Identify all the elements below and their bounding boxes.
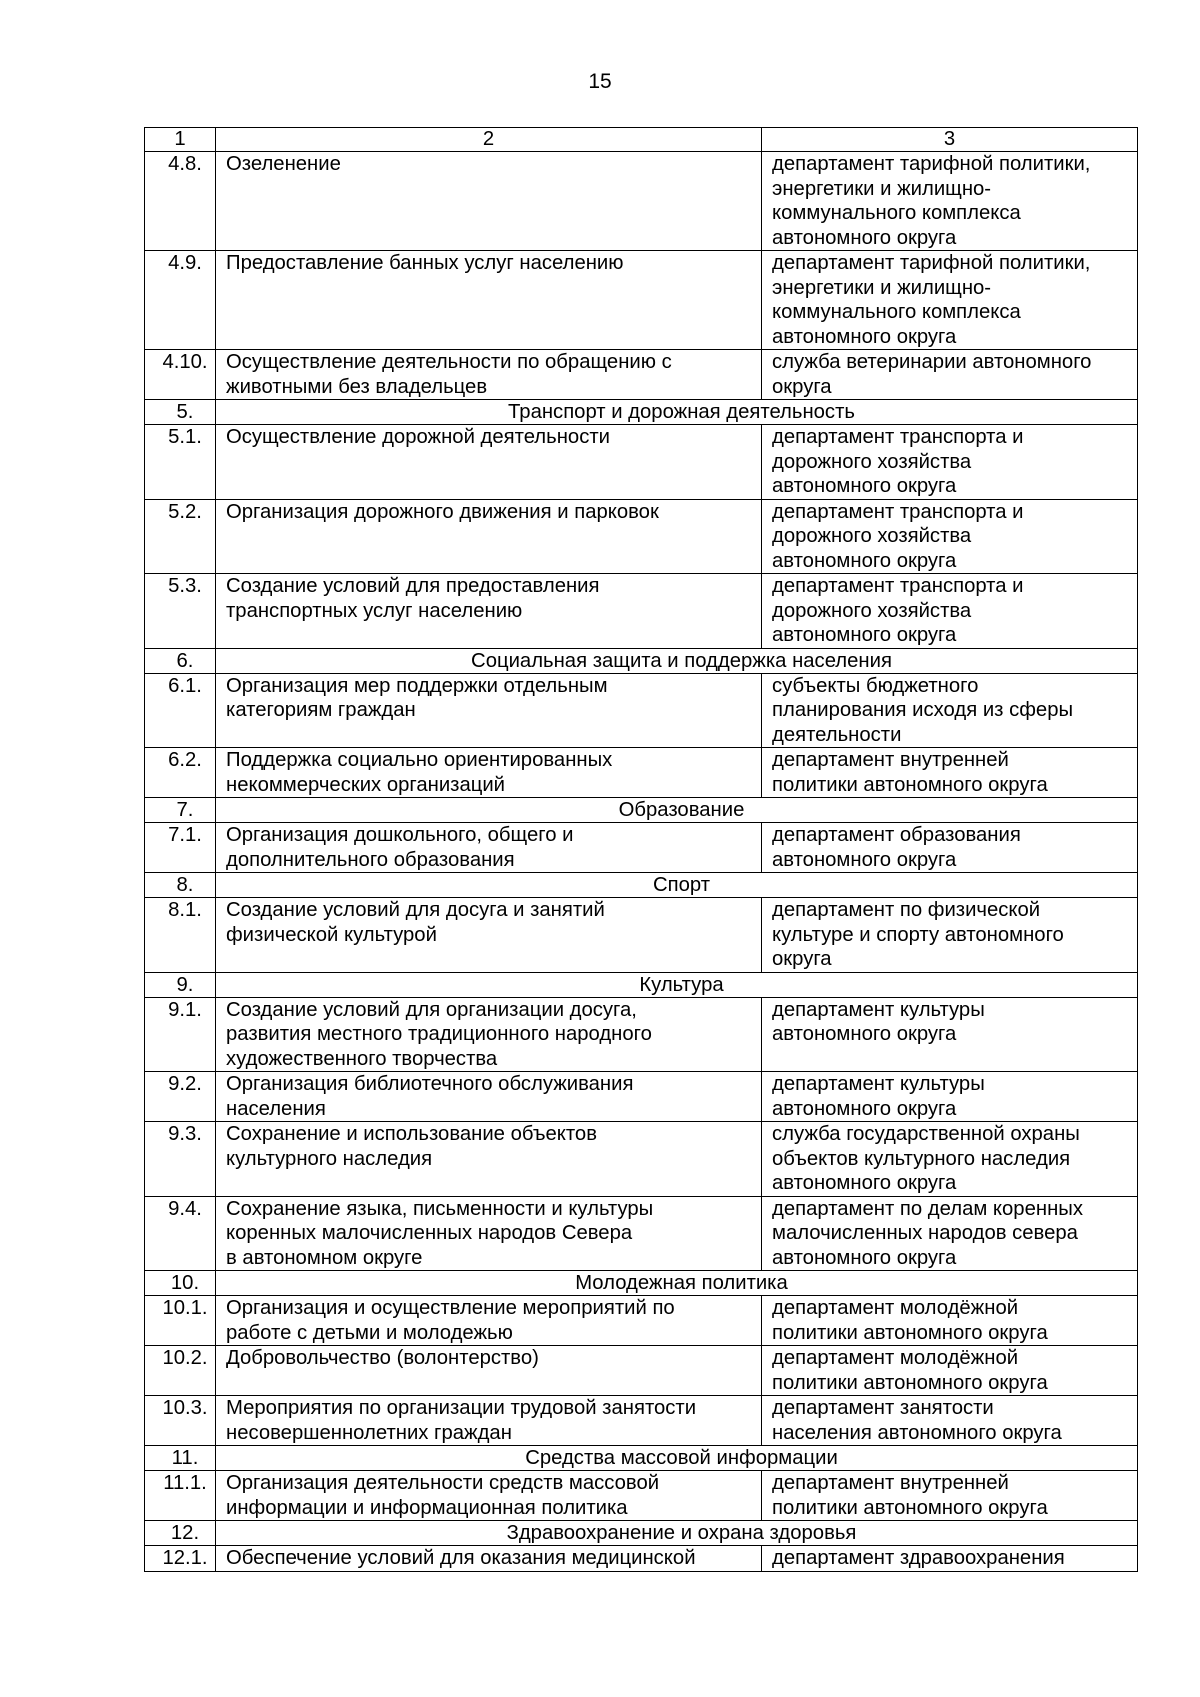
section-row [145, 400, 1138, 425]
authority-name [216, 898, 762, 973]
cell-line: служба ветеринарии автономного [772, 351, 1092, 373]
responsible-body [762, 499, 1138, 574]
cell-line: департамент образования [772, 824, 1021, 846]
row-number: 11. [145, 1446, 216, 1471]
table-row [145, 1346, 1138, 1396]
authority-name [216, 152, 762, 251]
cell-line: Мероприятия по организации трудовой занятости [226, 1397, 697, 1419]
cell-line: округа [772, 375, 832, 398]
responsible-body [762, 1546, 1138, 1572]
cell-line: Озеленение [226, 153, 341, 175]
cell-line: политики автономного округа [772, 1321, 1048, 1344]
cell-line: дорожного хозяйства [772, 599, 972, 622]
section-row [145, 798, 1138, 823]
table-row [145, 1546, 1138, 1572]
row-number: 11.1. [145, 1471, 216, 1521]
table-row [145, 499, 1138, 574]
authority-name [216, 425, 762, 500]
row-number: 12. [145, 1521, 216, 1546]
authority-name [216, 251, 762, 350]
table-row [145, 673, 1138, 748]
section-title: Культура [216, 972, 1138, 997]
responsibility-table [144, 127, 1138, 1572]
authority-name [216, 823, 762, 873]
section-title: Здравоохранение и охрана здоровья [216, 1521, 1138, 1546]
authority-name [216, 1122, 762, 1197]
row-number: 5.3. [145, 574, 216, 649]
authority-name [216, 574, 762, 649]
row-number: 9.2. [145, 1072, 216, 1122]
table-row [145, 350, 1138, 400]
row-number: 5.1. [145, 425, 216, 500]
row-number: 7.1. [145, 823, 216, 873]
cell-line: Поддержка социально ориентированных [226, 749, 613, 771]
table-row [145, 1122, 1138, 1197]
cell-line: несовершеннолетних граждан [226, 1421, 512, 1444]
cell-line: коммунального комплекса [772, 301, 1021, 323]
cell-line: Организация и осуществление мероприятий по [226, 1297, 675, 1319]
table-row [145, 152, 1138, 251]
authority-name [216, 1346, 762, 1396]
cell-line: культурного наследия [226, 1147, 433, 1170]
cell-line: политики автономного округа [772, 1371, 1048, 1394]
row-number: 4.8. [145, 152, 216, 251]
section-title: Молодежная политика [216, 1271, 1138, 1296]
cell-line: Осуществление деятельности по обращению с [226, 351, 672, 373]
row-number: 10.3. [145, 1396, 216, 1446]
cell-line: категориям граждан [226, 699, 416, 721]
table-row [145, 997, 1138, 1072]
row-number: 9.4. [145, 1196, 216, 1271]
responsible-body [762, 673, 1138, 748]
row-number: 12.1. [145, 1546, 216, 1572]
cell-line: Организация дошкольного, общего и [226, 824, 574, 846]
table-row [145, 1471, 1138, 1521]
cell-line: департамент транспорта и [772, 426, 1024, 448]
cell-line: коренных малочисленных народов Севера [226, 1222, 633, 1244]
row-number: 10.1. [145, 1296, 216, 1346]
cell-line: планирования исходя из сферы [772, 699, 1074, 721]
cell-line: служба государственной охраны [772, 1123, 1080, 1145]
responsible-body [762, 251, 1138, 350]
cell-line: объектов культурного наследия [772, 1147, 1071, 1170]
table-row [145, 748, 1138, 798]
section-row [145, 1521, 1138, 1546]
responsible-body [762, 1396, 1138, 1446]
responsible-body [762, 997, 1138, 1072]
header-cell-3: 3 [762, 128, 1138, 152]
section-row [145, 1446, 1138, 1471]
cell-line: некоммерческих организаций [226, 773, 505, 796]
header-cell-2: 2 [216, 128, 762, 152]
cell-line: транспортных услуг населению [226, 599, 523, 622]
responsible-body [762, 1196, 1138, 1271]
row-number: 6.2. [145, 748, 216, 798]
row-number: 9.3. [145, 1122, 216, 1197]
row-number: 7. [145, 798, 216, 823]
cell-line: физической культурой [226, 923, 437, 946]
cell-line: культуре и спорту автономного [772, 923, 1064, 946]
responsible-body [762, 425, 1138, 500]
table-row [145, 898, 1138, 973]
responsible-body [762, 1296, 1138, 1346]
cell-line: департамент внутренней [772, 749, 1009, 771]
cell-line: животными без владельцев [226, 375, 488, 398]
responsible-body [762, 823, 1138, 873]
row-number: 9. [145, 972, 216, 997]
authority-name [216, 1546, 762, 1572]
cell-line: департамент культуры [772, 998, 985, 1021]
responsible-body [762, 1471, 1138, 1521]
row-number: 10.2. [145, 1346, 216, 1396]
cell-line: развития местного традиционного народного [226, 1023, 652, 1045]
cell-line: Сохранение языка, письменности и культуры [226, 1197, 654, 1220]
cell-line: автономного округа [772, 1097, 957, 1120]
page-number: 15 [588, 70, 612, 93]
cell-line: департамент по делам коренных [772, 1197, 1083, 1220]
cell-line: художественного творчества [226, 1047, 498, 1070]
cell-line: департамент культуры [772, 1073, 985, 1095]
authority-name [216, 1471, 762, 1521]
responsible-body [762, 1072, 1138, 1122]
authority-name [216, 1296, 762, 1346]
cell-line: Организация мер поддержки отдельным [226, 674, 608, 697]
section-title: Образование [216, 798, 1138, 823]
cell-line: автономного округа [772, 1023, 957, 1045]
cell-line: политики автономного округа [772, 773, 1048, 796]
cell-line: дополнительного образования [226, 848, 515, 871]
cell-line: Организация библиотечного обслуживания [226, 1073, 634, 1095]
cell-line: автономного округа [772, 848, 957, 871]
cell-line: Создание условий для досуга и занятий [226, 899, 605, 921]
cell-line: Сохранение и использование объектов [226, 1123, 597, 1145]
cell-line: Добровольчество (волонтерство) [226, 1347, 539, 1369]
cell-line: Осуществление дорожной деятельности [226, 426, 610, 448]
cell-line: автономного округа [772, 1172, 957, 1194]
responsible-body [762, 1346, 1138, 1396]
cell-line: политики автономного округа [772, 1496, 1048, 1519]
cell-line: автономного округа [772, 475, 957, 497]
responsible-body [762, 574, 1138, 649]
cell-line: дорожного хозяйства [772, 450, 972, 473]
row-number: 9.1. [145, 997, 216, 1072]
row-number: 5.2. [145, 499, 216, 574]
cell-line: дорожного хозяйства [772, 525, 972, 547]
section-row [145, 648, 1138, 673]
cell-line: департамент молодёжной [772, 1347, 1019, 1369]
cell-line: департамент внутренней [772, 1472, 1009, 1494]
row-number: 8.1. [145, 898, 216, 973]
row-number: 6. [145, 648, 216, 673]
row-number: 8. [145, 873, 216, 898]
cell-line: департамент транспорта и [772, 575, 1024, 597]
table-header-row [145, 128, 1138, 152]
responsible-body [762, 748, 1138, 798]
cell-line: Обеспечение условий для оказания медицинской [226, 1547, 696, 1569]
cell-line: департамент занятости [772, 1397, 994, 1419]
cell-line: округа [772, 948, 832, 970]
cell-line: департамент тарифной политики, [772, 153, 1091, 175]
cell-line: автономного округа [772, 549, 957, 572]
section-title: Транспорт и дорожная деятельность [216, 400, 1138, 425]
table-row [145, 1196, 1138, 1271]
row-number: 10. [145, 1271, 216, 1296]
section-title: Социальная защита и поддержка населения [216, 648, 1138, 673]
authority-name [216, 350, 762, 400]
row-number: 4.10. [145, 350, 216, 400]
authority-name [216, 1072, 762, 1122]
cell-line: Создание условий для предоставления [226, 575, 600, 597]
authority-name [216, 1196, 762, 1271]
table-row [145, 251, 1138, 350]
cell-line: Создание условий для организации досуга, [226, 998, 637, 1021]
cell-line: департамент молодёжной [772, 1297, 1019, 1319]
row-number: 5. [145, 400, 216, 425]
cell-line: населения автономного округа [772, 1421, 1062, 1444]
section-row [145, 1271, 1138, 1296]
section-row [145, 873, 1138, 898]
cell-line: департамент тарифной политики, [772, 252, 1091, 274]
cell-line: работе с детьми и молодежью [226, 1321, 513, 1344]
cell-line: Предоставление банных услуг населению [226, 252, 624, 274]
cell-line: деятельности [772, 723, 902, 746]
cell-line: департамент здравоохранения [772, 1547, 1065, 1569]
table-row [145, 1396, 1138, 1446]
section-row [145, 972, 1138, 997]
cell-line: автономного округа [772, 226, 957, 249]
cell-line: энергетики и жилищно- [772, 177, 992, 200]
responsible-body [762, 152, 1138, 251]
row-number: 6.1. [145, 673, 216, 748]
authority-name [216, 1396, 762, 1446]
table-row [145, 425, 1138, 500]
cell-line: населения [226, 1097, 326, 1120]
header-cell-1: 1 [145, 128, 216, 152]
cell-line: Организация дорожного движения и парковок [226, 500, 659, 523]
table-body [145, 128, 1138, 1572]
section-title: Спорт [216, 873, 1138, 898]
table-row [145, 823, 1138, 873]
responsible-body [762, 898, 1138, 973]
cell-line: субъекты бюджетного [772, 674, 979, 697]
authority-name [216, 997, 762, 1072]
authority-name [216, 748, 762, 798]
cell-line: автономного округа [772, 624, 957, 646]
cell-line: департамент по физической [772, 899, 1041, 921]
section-title: Средства массовой информации [216, 1446, 1138, 1471]
table-row [145, 574, 1138, 649]
responsible-body [762, 1122, 1138, 1197]
cell-line: департамент транспорта и [772, 500, 1024, 523]
table-row [145, 1296, 1138, 1346]
row-number: 4.9. [145, 251, 216, 350]
responsible-body [762, 350, 1138, 400]
cell-line: автономного округа [772, 325, 957, 348]
cell-line: Организация деятельности средств массовой [226, 1472, 660, 1494]
table-row [145, 1072, 1138, 1122]
cell-line: малочисленных народов севера [772, 1222, 1078, 1244]
cell-line: автономного округа [772, 1246, 957, 1269]
cell-line: коммунального комплекса [772, 202, 1021, 224]
authority-name [216, 673, 762, 748]
cell-line: информации и информационная политика [226, 1496, 628, 1519]
cell-line: в автономном округе [226, 1246, 423, 1269]
authority-name [216, 499, 762, 574]
cell-line: энергетики и жилищно- [772, 276, 992, 299]
